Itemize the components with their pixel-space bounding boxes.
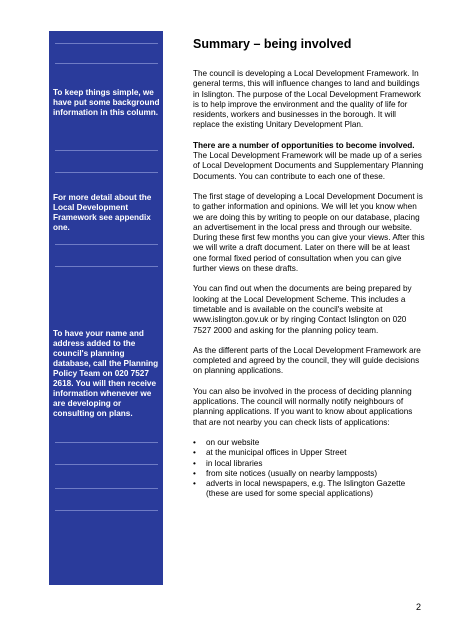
sidebar-divider <box>55 63 158 64</box>
sidebar-note-appendix: For more detail about the Local Development Framework see appendix one. <box>53 193 152 232</box>
sidebar-divider <box>55 488 158 489</box>
list-item <box>193 469 425 479</box>
sidebar-divider <box>55 510 158 511</box>
list-item <box>193 479 425 500</box>
paragraph-decisions: As the different parts of the Local Development Framework are completed and agreed by the council, they will guide decisions on planning applications. <box>193 345 421 376</box>
bullet-icon: • <box>193 468 196 478</box>
sidebar-divider <box>55 244 158 245</box>
list-item <box>193 459 425 469</box>
list-item-text: in local libraries <box>206 458 263 468</box>
list-item-text: at the municipal offices in Upper Street <box>206 448 347 458</box>
paragraph-applications: You can also be involved in the process of deciding planning applications. The council will normally notify neighbours of planning applications. If you want to know about applications that are not nearby you can check lists of applications: <box>193 386 413 427</box>
sidebar-divider <box>55 150 158 151</box>
list-item <box>193 438 425 448</box>
bullet-icon: • <box>193 479 196 489</box>
list-item-text: from site notices (usually on nearby lampposts) <box>206 468 378 478</box>
bullet-icon: • <box>193 448 196 458</box>
sidebar-note-database: To have your name and address added to the council's planning database, call the Planning Policy Team on 020 7527 2618. You will then receive information whenever we are developing or consulting on plans. <box>53 329 159 418</box>
bullet-icon: • <box>193 437 196 447</box>
application-sources-list <box>193 438 425 500</box>
paragraph-intro: The council is developing a Local Development Framework. In general terms, this will influence changes to land and buildings in Islington. The purpose of the Local Development Framework is to help improve the environment and the quality of life for residents, workers and businesses in the borough. It will replace the existing Unitary Development Plan. <box>193 69 421 130</box>
paragraph-first-stage: The first stage of developing a Local Development Document is to gather information and opinions. We will let you know when we are doing this by writing to people on our database, placing an advertisement in the local press and through our website. During these first few months you can give your views. After this we will write a draft document. Later on there will be at least one formal fixed period of consultation when you can give further views on these drafts. <box>193 191 425 274</box>
paragraph-opportunities <box>193 141 425 182</box>
sidebar-note-background: To keep things simple, we have put some background information in this column. <box>53 88 160 117</box>
bullet-icon: • <box>193 458 196 468</box>
sidebar-divider <box>55 172 158 173</box>
paragraph-scheme: You can find out when the documents are being prepared by looking at the Local Development Scheme. This includes a timetable and is available on the council's website at www.islington.gov.uk or by ringing Contact Islington on 020 7527 2000 and asking for the planning policy team. <box>193 284 412 335</box>
page-number: 2 <box>415 602 421 612</box>
sidebar-divider <box>55 442 158 443</box>
list-item <box>193 448 425 458</box>
sidebar-divider <box>55 266 158 267</box>
sidebar-divider <box>55 464 158 465</box>
list-item-text: on our website <box>206 437 260 447</box>
main-content <box>193 36 425 500</box>
page-title: Summary – being involved <box>193 37 352 51</box>
paragraph-opportunities-lead: There are a number of opportunities to become involved. <box>193 140 415 150</box>
paragraph-opportunities-body: The Local Development Framework will be made up of a series of Local Development Documents and Supplementary Planning Documents. You can contribute to each one of these. <box>193 151 424 181</box>
sidebar-divider <box>55 43 158 44</box>
list-item-text: adverts in local newspapers, e.g. The Islington Gazette (these are used for some special applications) <box>206 479 406 499</box>
